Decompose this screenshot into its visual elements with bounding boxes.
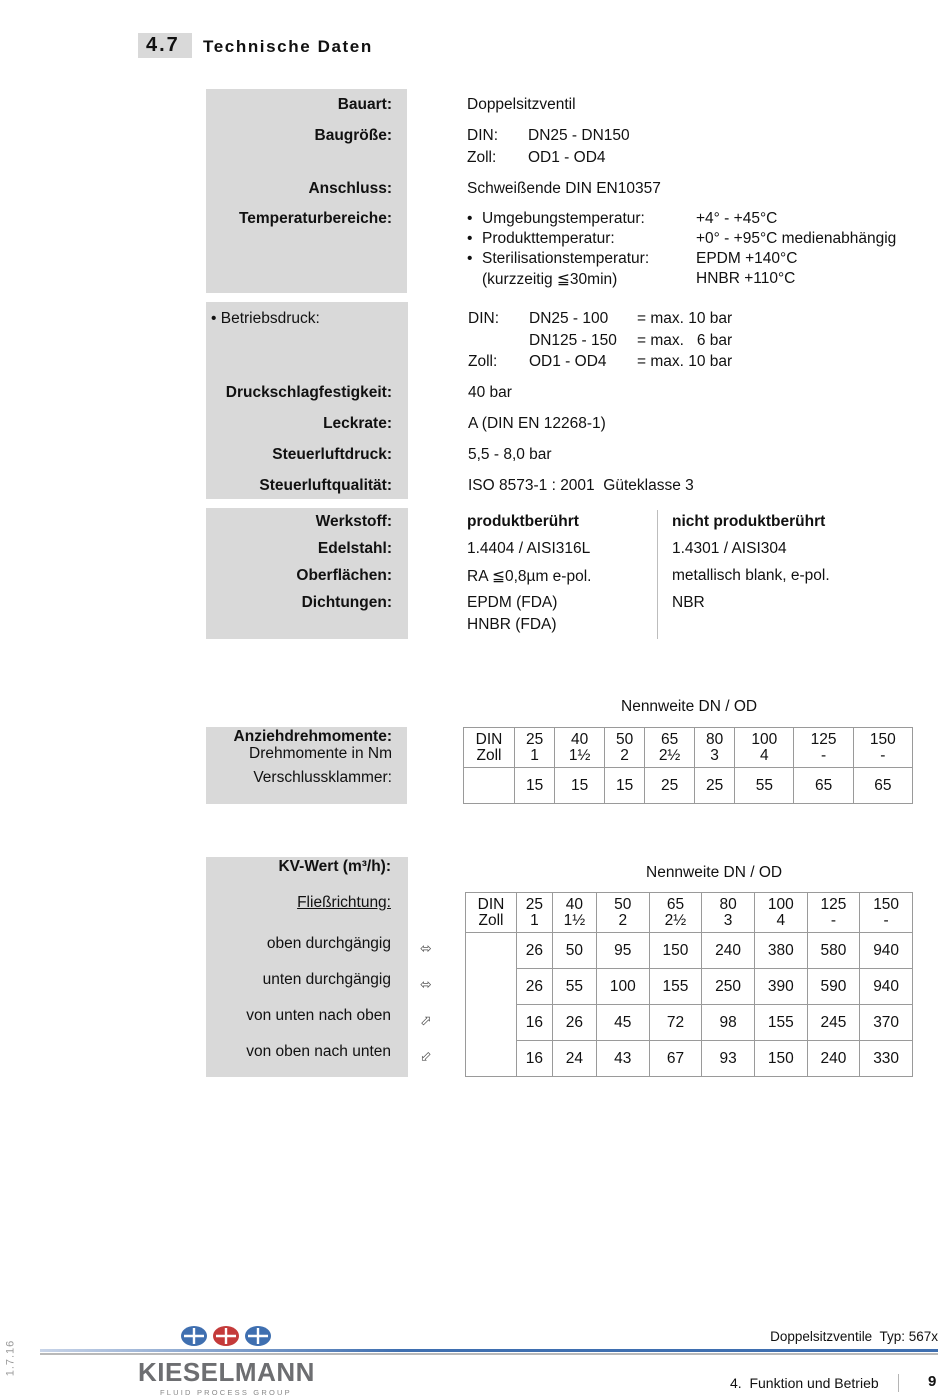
table-header-cell (517, 893, 553, 933)
torque-title: Anziehdrehmomente: (233, 728, 392, 745)
anschluss-label: Anschluss: (308, 180, 392, 197)
steuerluftdruck-value: 5,5 - 8,0 bar (468, 446, 552, 463)
betriebsdruck-value: = max. 6 bar (637, 332, 733, 349)
steuerluftqualitaet-label: Steuerluftqualität: (259, 477, 392, 494)
din-size: 40 (570, 730, 589, 748)
temperatur-label: Temperaturbereiche: (238, 210, 392, 227)
table-header-cell (853, 728, 912, 768)
din-size: 40 (565, 895, 583, 913)
zoll-size: 2 (620, 746, 629, 764)
table-cell: 250 (702, 969, 755, 1005)
table-cell: 390 (754, 969, 807, 1005)
block2-label-panel (206, 302, 408, 499)
edelstahl-col2: 1.4301 / AISI304 (672, 540, 787, 557)
bauart-label: Bauart: (337, 96, 392, 113)
table-cell: 380 (754, 933, 807, 969)
table-header-cell (596, 893, 649, 933)
doc-title: Doppelsitzventile Typ: 567x (770, 1329, 938, 1344)
torque-caption: Nennweite DN / OD (621, 698, 758, 715)
zoll-size: - (820, 746, 827, 764)
oberflaechen-col1: RA ≦0,8µm e-pol. (467, 568, 592, 585)
baugroesse-din-value: DN25 - DN150 (528, 127, 630, 144)
table-cell: 45 (596, 1005, 649, 1041)
table-cell: 72 (649, 1005, 702, 1041)
kv-table (465, 892, 913, 1077)
table-cell: 95 (596, 933, 649, 969)
table-header-cell (735, 728, 794, 768)
table-header-cell (807, 893, 860, 933)
table-cell: 240 (807, 1041, 860, 1077)
din-size: 150 (869, 730, 896, 748)
table-cell: 940 (860, 933, 913, 969)
temp-bullet: • (467, 230, 473, 247)
table-cell: 330 (860, 1041, 913, 1077)
logo-subtitle: FLUID PROCESS GROUP (160, 1388, 292, 1397)
betriebsdruck-range: OD1 - OD4 (529, 353, 607, 370)
table-header-cell (860, 893, 913, 933)
table-row (466, 933, 913, 969)
table-cell: 65 (794, 768, 853, 804)
temp-value: HNBR +110°C (696, 270, 796, 287)
din-head: DIN (477, 895, 505, 913)
table-cell: 150 (754, 1041, 807, 1077)
dichtungen-col2: NBR (672, 594, 705, 611)
table-cell: 370 (860, 1005, 913, 1041)
table-cell: 43 (596, 1041, 649, 1077)
zoll-size: - (880, 746, 886, 764)
edelstahl-col1: 1.4404 / AISI316L (467, 540, 591, 557)
zoll-size: 2½ (658, 746, 681, 764)
footer-rule-grey (40, 1353, 938, 1355)
table-cell: 50 (552, 933, 596, 969)
logo-mark-icon (180, 1324, 272, 1350)
table-row (464, 768, 913, 804)
block3-label-panel (206, 508, 408, 639)
section-title: Technische Daten (203, 37, 373, 56)
table-cell (464, 768, 515, 804)
din-size: 100 (767, 895, 794, 913)
table-cell: 580 (807, 933, 860, 969)
zoll-size: 3 (723, 911, 733, 929)
zoll-size: 4 (760, 746, 769, 764)
table-header-cell (702, 893, 755, 933)
kv-subtitle: Fließrichtung: (297, 894, 391, 911)
din-size: 65 (666, 895, 685, 913)
zoll-size: 3 (710, 746, 719, 764)
din-head: DIN (475, 730, 503, 748)
leckrate-value: A (DIN EN 12268-1) (468, 415, 606, 432)
edelstahl-label: Edelstahl: (317, 540, 392, 557)
zoll-size: 1 (530, 746, 539, 764)
table-cell: 26 (552, 1005, 596, 1041)
torque-label-panel (206, 727, 407, 804)
table-header-cell (555, 728, 605, 768)
table-cell: 16 (517, 1041, 553, 1077)
baugroesse-zoll-key: Zoll: (467, 149, 497, 166)
kv-row-label: unten durchgängig (262, 971, 391, 988)
footer-rule-blue (40, 1349, 938, 1352)
steuerluftqualitaet-value: ISO 8573-1 : 2001 Güteklasse 3 (468, 477, 694, 494)
table-cell: 15 (555, 768, 605, 804)
din-size: 50 (614, 895, 632, 913)
din-size: 80 (705, 730, 724, 748)
material-column-divider (657, 510, 658, 639)
zoll-size: 1½ (568, 746, 591, 764)
table-header-cell (604, 728, 644, 768)
torque-row-label: Verschlussklammer: (253, 769, 392, 786)
table-header-cell (694, 728, 734, 768)
table-cell: 55 (735, 768, 794, 804)
table-cell: 98 (702, 1005, 755, 1041)
betriebsdruck-range: DN125 - 150 (529, 332, 617, 349)
flow-arrow-icon: ⬄ (420, 940, 432, 956)
dichtungen-col1: EPDM (FDA) (467, 594, 558, 611)
betriebsdruck-value: = max. 10 bar (637, 310, 733, 327)
table-cell: 590 (807, 969, 860, 1005)
table-cell: 65 (853, 768, 912, 804)
table-header-cell (515, 728, 555, 768)
werkstoff-col2: nicht produktberührt (672, 513, 826, 530)
flow-arrow-icon: ⬄ (420, 976, 432, 992)
table-cell: 26 (517, 969, 553, 1005)
baugroesse-din-key: DIN: (467, 127, 498, 144)
temp-name: Produkttemperatur: (482, 230, 615, 247)
table-cell: 15 (515, 768, 555, 804)
torque-table (463, 727, 913, 804)
table-row (466, 1041, 913, 1077)
zoll-size: 1 (530, 911, 539, 929)
baugroesse-zoll-value: OD1 - OD4 (528, 149, 606, 166)
betriebsdruck-key: DIN: (468, 310, 499, 327)
table-cell: 100 (596, 969, 649, 1005)
temp-name: Umgebungstemperatur: (482, 210, 645, 227)
table-cell (466, 933, 517, 1077)
table-cell: 55 (552, 969, 596, 1005)
temp-bullet: • (467, 210, 473, 227)
table-header-cell (754, 893, 807, 933)
betriebsdruck-value: = max. 10 bar (637, 353, 733, 370)
druckschlag-label: Druckschlagfestigkeit: (225, 384, 392, 401)
temp-value: +4° - +45°C (696, 210, 778, 227)
din-size: 125 (820, 895, 847, 913)
zoll-head: Zoll (478, 911, 504, 929)
flow-arrow-icon: ⬃ (420, 1048, 432, 1064)
zoll-size: 1½ (563, 911, 586, 929)
zoll-size: 2 (618, 911, 628, 929)
druckschlag-value: 40 bar (468, 384, 512, 401)
kv-caption: Nennweite DN / OD (646, 864, 783, 881)
din-size: 150 (873, 895, 900, 913)
table-cell: 25 (645, 768, 695, 804)
flow-arrow-icon: ⬀ (420, 1012, 432, 1028)
table-header-cell (466, 893, 517, 933)
betriebsdruck-range: DN25 - 100 (529, 310, 609, 327)
table-cell: 24 (552, 1041, 596, 1077)
table-cell: 940 (860, 969, 913, 1005)
dichtungen-col1: HNBR (FDA) (467, 616, 557, 633)
temp-bullet: • (467, 250, 473, 267)
table-cell: 16 (517, 1005, 553, 1041)
kv-title: KV-Wert (m³/h): (278, 858, 391, 875)
bauart-value: Doppelsitzventil (467, 96, 576, 113)
table-cell: 26 (517, 933, 553, 969)
dichtungen-label: Dichtungen: (301, 594, 392, 611)
section-number: 4.7 (146, 34, 180, 56)
table-row (466, 969, 913, 1005)
kv-label-panel (206, 857, 408, 1077)
zoll-size: 2½ (664, 911, 687, 929)
din-size: 25 (525, 895, 543, 913)
table-cell: 93 (702, 1041, 755, 1077)
temp-value: +0° - +95°C medienabhängig (696, 230, 897, 247)
zoll-size: - (883, 911, 889, 929)
temp-name: Sterilisationstemperatur: (482, 250, 650, 267)
oberflaechen-label: Oberflächen: (296, 567, 392, 584)
table-cell: 25 (694, 768, 734, 804)
table-header-cell (649, 893, 702, 933)
table-row (466, 1005, 913, 1041)
oberflaechen-col2: metallisch blank, e-pol. (672, 567, 830, 584)
din-size: 80 (719, 895, 737, 913)
baugroesse-label: Baugröße: (314, 127, 392, 144)
zoll-head: Zoll (476, 746, 502, 764)
side-date: 1.7.16 (4, 1339, 17, 1377)
leckrate-label: Leckrate: (323, 415, 392, 432)
werkstoff-col1: produktberührt (467, 513, 579, 530)
din-size: 25 (525, 730, 544, 748)
table-cell: 245 (807, 1005, 860, 1041)
din-size: 65 (660, 730, 679, 748)
steuerluftdruck-label: Steuerluftdruck: (272, 446, 392, 463)
table-cell: 155 (649, 969, 702, 1005)
page-divider (898, 1374, 899, 1392)
table-cell: 15 (604, 768, 644, 804)
table-cell: 150 (649, 933, 702, 969)
table-cell: 67 (649, 1041, 702, 1077)
table-cell: 240 (702, 933, 755, 969)
table-header-cell (794, 728, 853, 768)
din-size: 100 (751, 730, 778, 748)
page-number: 9 (928, 1373, 937, 1390)
kv-row-label: von oben nach unten (246, 1043, 391, 1060)
anschluss-value: Schweißende DIN EN10357 (467, 180, 661, 197)
table-header-cell (552, 893, 596, 933)
logo-wordmark: KIESELMANN (138, 1357, 315, 1387)
betriebsdruck-label: • Betriebsdruck: (211, 310, 320, 327)
table-cell: 155 (754, 1005, 807, 1041)
zoll-size: 4 (776, 911, 786, 929)
chapter-title: 4. Funktion und Betrieb (730, 1375, 879, 1391)
zoll-size: - (830, 911, 836, 929)
din-size: 50 (615, 730, 634, 748)
torque-subtitle: Drehmomente in Nm (249, 745, 392, 762)
temp-value: EPDM +140°C (696, 250, 798, 267)
table-header-cell (645, 728, 695, 768)
kv-row-label: oben durchgängig (266, 935, 391, 952)
kv-row-label: von unten nach oben (246, 1007, 391, 1024)
din-size: 125 (810, 730, 837, 748)
temp-name: (kurzzeitig ≦30min) (482, 271, 618, 288)
werkstoff-label: Werkstoff: (315, 513, 392, 530)
block1-label-panel (206, 89, 407, 293)
table-header-cell (464, 728, 515, 768)
betriebsdruck-key: Zoll: (468, 353, 498, 370)
